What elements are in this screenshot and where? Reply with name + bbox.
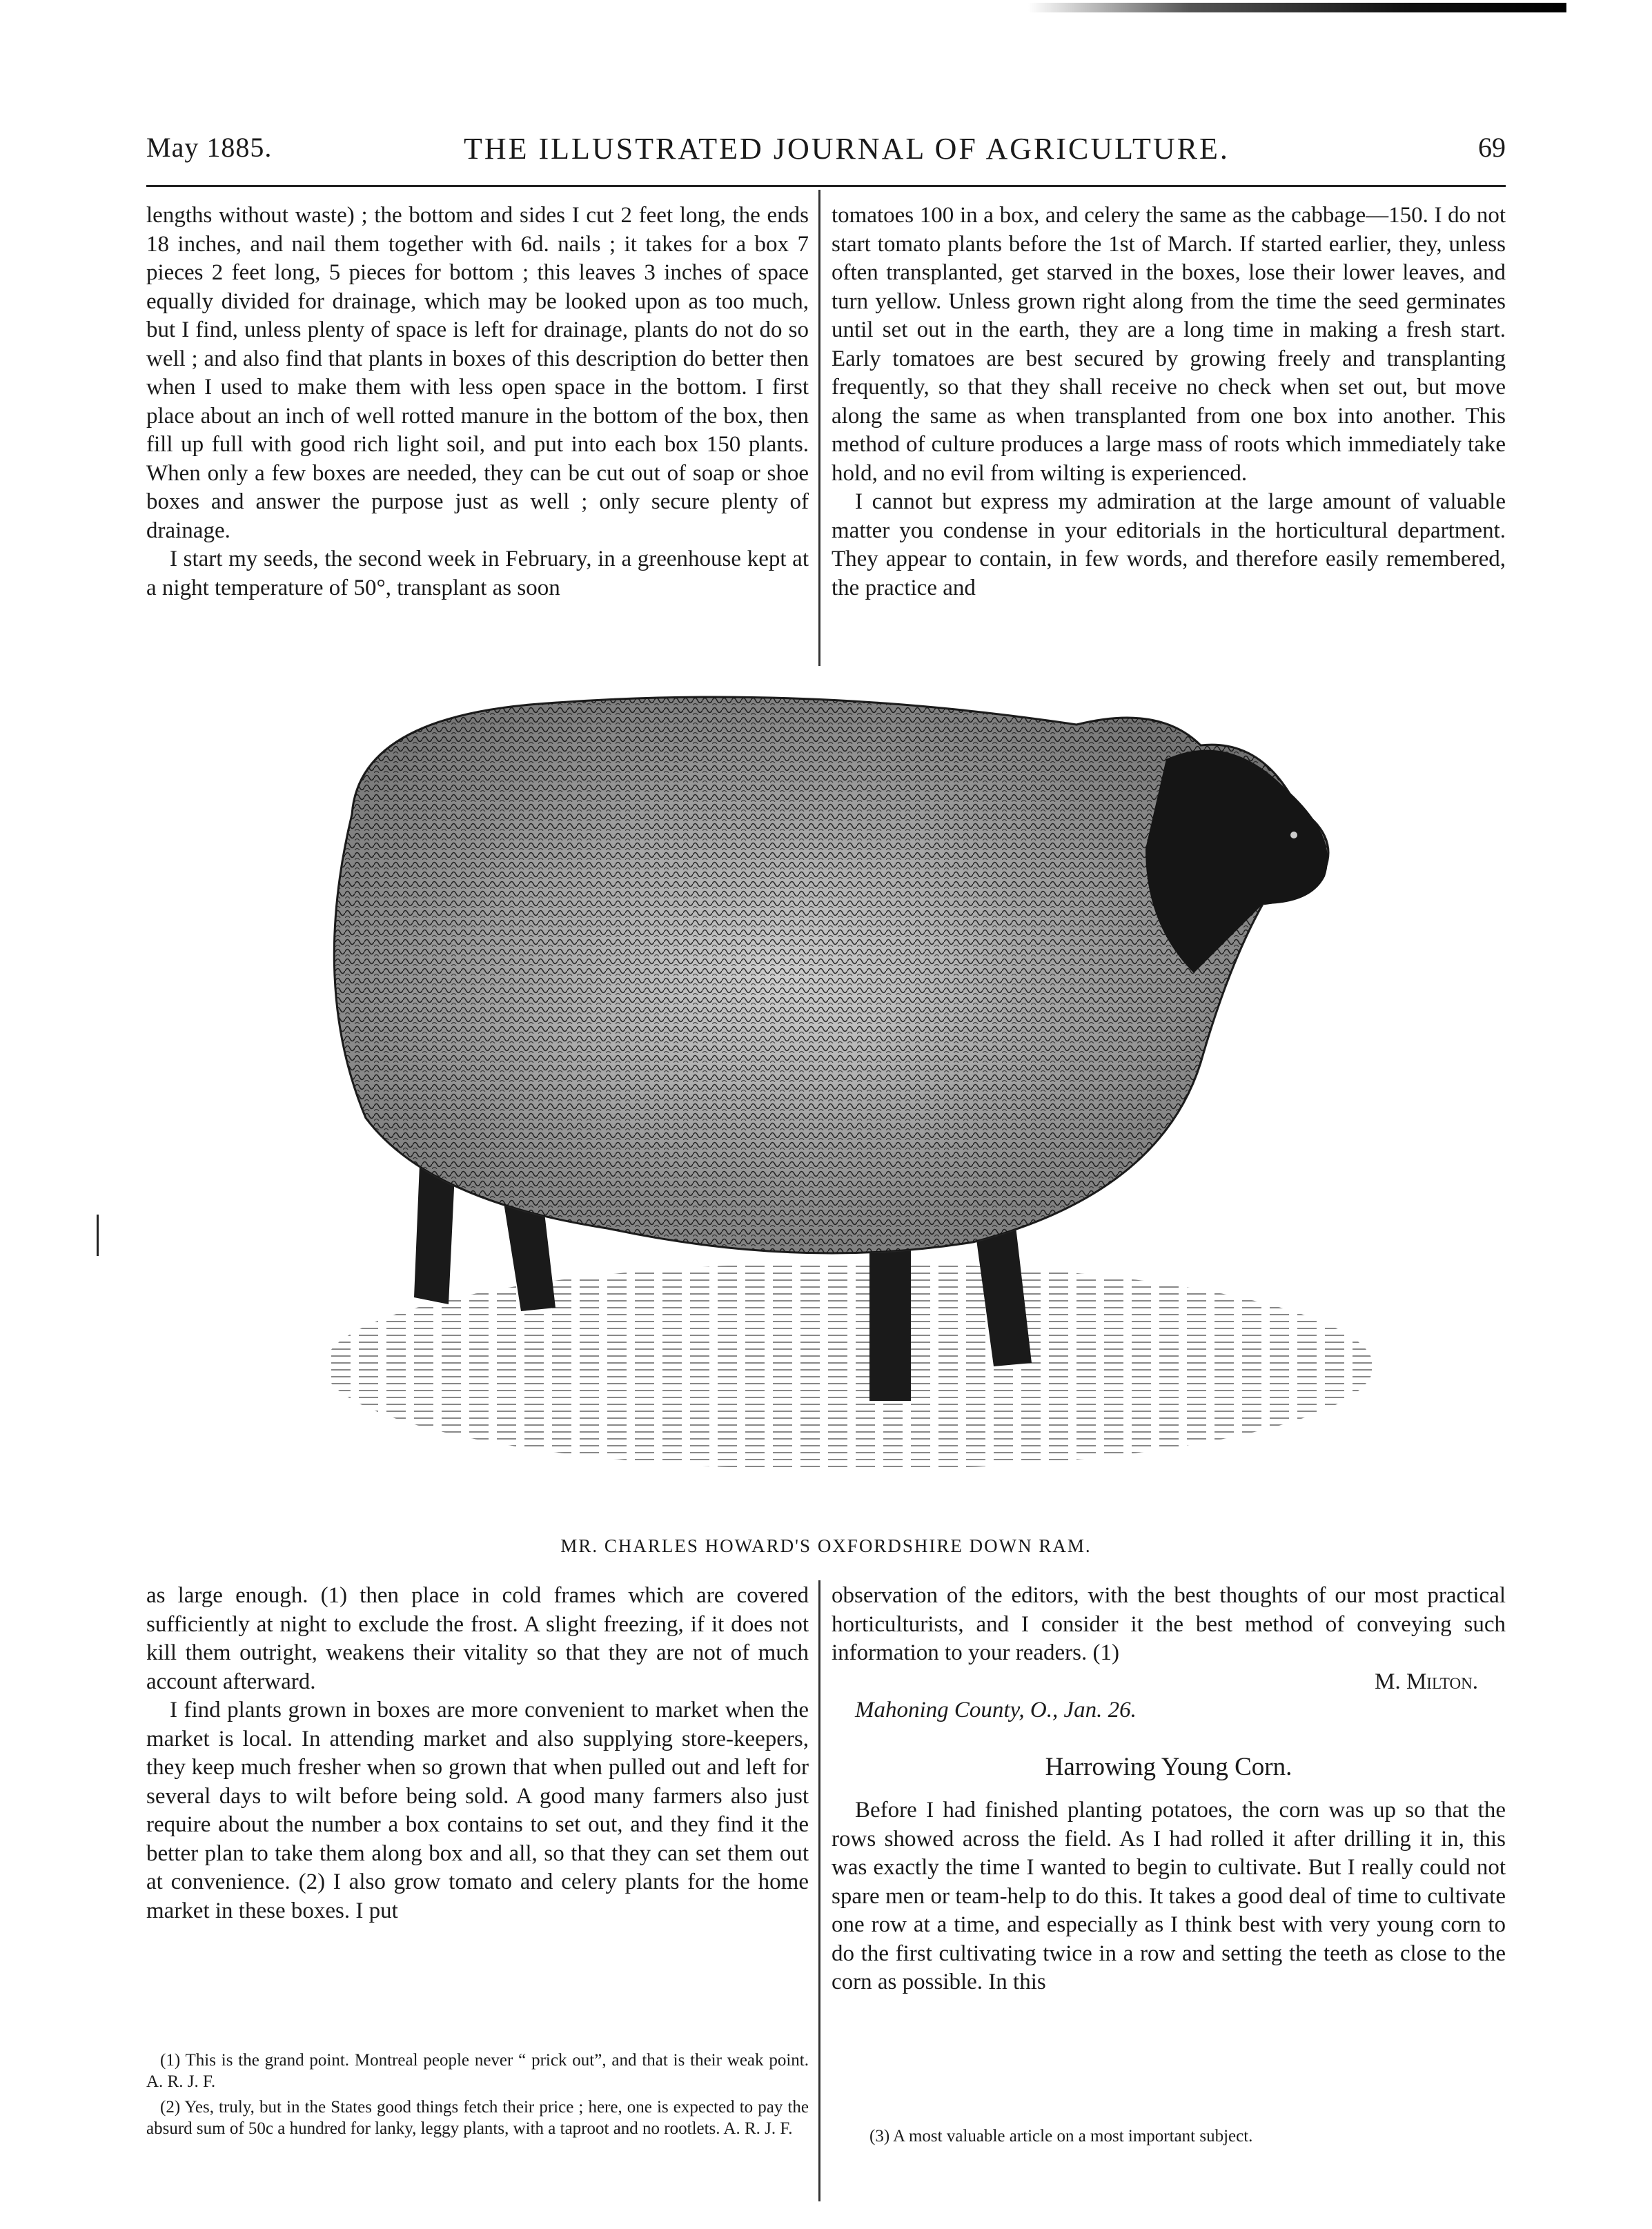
lower-right-column (832, 1582, 1506, 1997)
upper-left-column (146, 202, 809, 602)
paragraph: Before I had finished planting potatoes, the corn was up so that the rows showed across the field. As I had rolled it after drilling it in, this was exactly the time I wanted to begin to cultivate. But I really could not spare men or team-help to do this. It takes a good deal of time to cultivate one row at a time, and especially as I think best with very young corn to do the first cultivating twice in a row and setting the teeth as close to the corn as possible. In this (832, 1798, 1506, 1994)
paragraph: as large enough. (1) then place in cold frames which are covered sufficiently at night to exclude the frost. A slight freezing, if it does not kill them outright, weakens their vitality so that they are not of much account afterward. (146, 1583, 809, 1694)
footnote: (2) Yes, truly, but in the States good things fetch their price ; here, one is expected to pay the absurd sum of 50c a hundred for lanky, leggy plants, with a taproot and no rootlets. A. R. J. F. (146, 2098, 809, 2138)
lower-left-footnotes (146, 2050, 809, 2143)
ram-illustration (248, 676, 1435, 1518)
lower-left-column (146, 1582, 809, 1925)
column-divider (818, 1580, 820, 2201)
footnote: (1) This is the grand point. Montreal people never “ prick out”, and that is their weak point. A. R. J. F. (146, 2051, 809, 2091)
lower-right-footnote (856, 2125, 1504, 2151)
top-edge-rule (1028, 3, 1566, 12)
paragraph: tomatoes 100 in a box, and celery the same as the cabbage—150. I do not start tomato plants before the 1st of March. If started earlier, they, unless often transplanted, get starved in the boxes, lose their lower leaves, and turn yellow. Unless grown right along from the time the seed germinates until set out in the earth, they are a long time in making a fresh start. Early tomatoes are best secured by growing freely and transplanting frequently, so that they shall receive no check when set out, but move along the same as when transplanted from one box into another. This method of culture produces a large mass of roots which immediately take hold, and no evil from wilting is experienced. (832, 203, 1506, 486)
ram-engraving (248, 676, 1435, 1518)
article-heading: Harrowing Young Corn. (1045, 1752, 1292, 1781)
footnote: (3) A most valuable article on a most important subject. (869, 2127, 1253, 2145)
page-number: 69 (1478, 132, 1506, 163)
dateline: Mahoning County, O., Jan. 26. (855, 1698, 1137, 1722)
paragraph: I start my seeds, the second week in February, in a greenhouse kept at a night temperature of 50°, transplant as soon (146, 547, 809, 600)
journal-title: THE ILLUSTRATED JOURNAL OF AGRICULTURE. (464, 132, 1230, 166)
header-rule (146, 185, 1506, 187)
figure-caption: MR. CHARLES HOWARD'S OXFORDSHIRE DOWN RAM. (560, 1535, 1092, 1556)
paragraph: lengths without waste) ; the bottom and sides I cut 2 feet long, the ends 18 inches, and nail them together with 6d. nails ; it takes for a box 7 pieces 2 feet long, 5 pieces for bottom ; this leaves 3 inches of space equally divided for drainage, which may be looked upon as too much, but I find, unless plenty of space is left for drainage, plants do not do so well ; and also find that plants in boxes of this description do better then when I used to make them with less open space in the bottom. I first place about an inch of well rotted manure in the bottom of the box, then fill up full with good rich light soil, and put into each box 150 plants. When only a few boxes are needed, they can be cut out of soap or shoe boxes and answer the purpose just as well ; only secure plenty of drainage. (146, 203, 809, 543)
author-signature: M. Milton. (1375, 1669, 1478, 1694)
issue-date: May 1885. (146, 132, 273, 163)
column-divider (818, 190, 820, 666)
running-head (146, 131, 1506, 173)
paragraph: I find plants grown in boxes are more convenient to market when the market is local. In attending market and also supplying store-keepers, they keep much fresher when so grown that when pulled out and left for several days to wilt before being sold. A good many farmers also just require about the number a box contains to set out, and they find it the better plan to take them along box and all, so that they can set them out at convenience. (2) I also grow tomato and celery plants for the home market in these boxes. I put (146, 1698, 809, 1923)
paragraph: I cannot but express my admiration at the large amount of valuable matter you condense in your editorials in the horticultural department. They appear to contain, in few words, and therefore easily remembered, the practice and (832, 489, 1506, 600)
upper-right-column (832, 202, 1506, 602)
margin-mark (97, 1215, 99, 1256)
paragraph: observation of the editors, with the best thoughts of our most practical horticulturists, and I consider it the best method of conveying such information to your readers. (1) (832, 1583, 1506, 1665)
